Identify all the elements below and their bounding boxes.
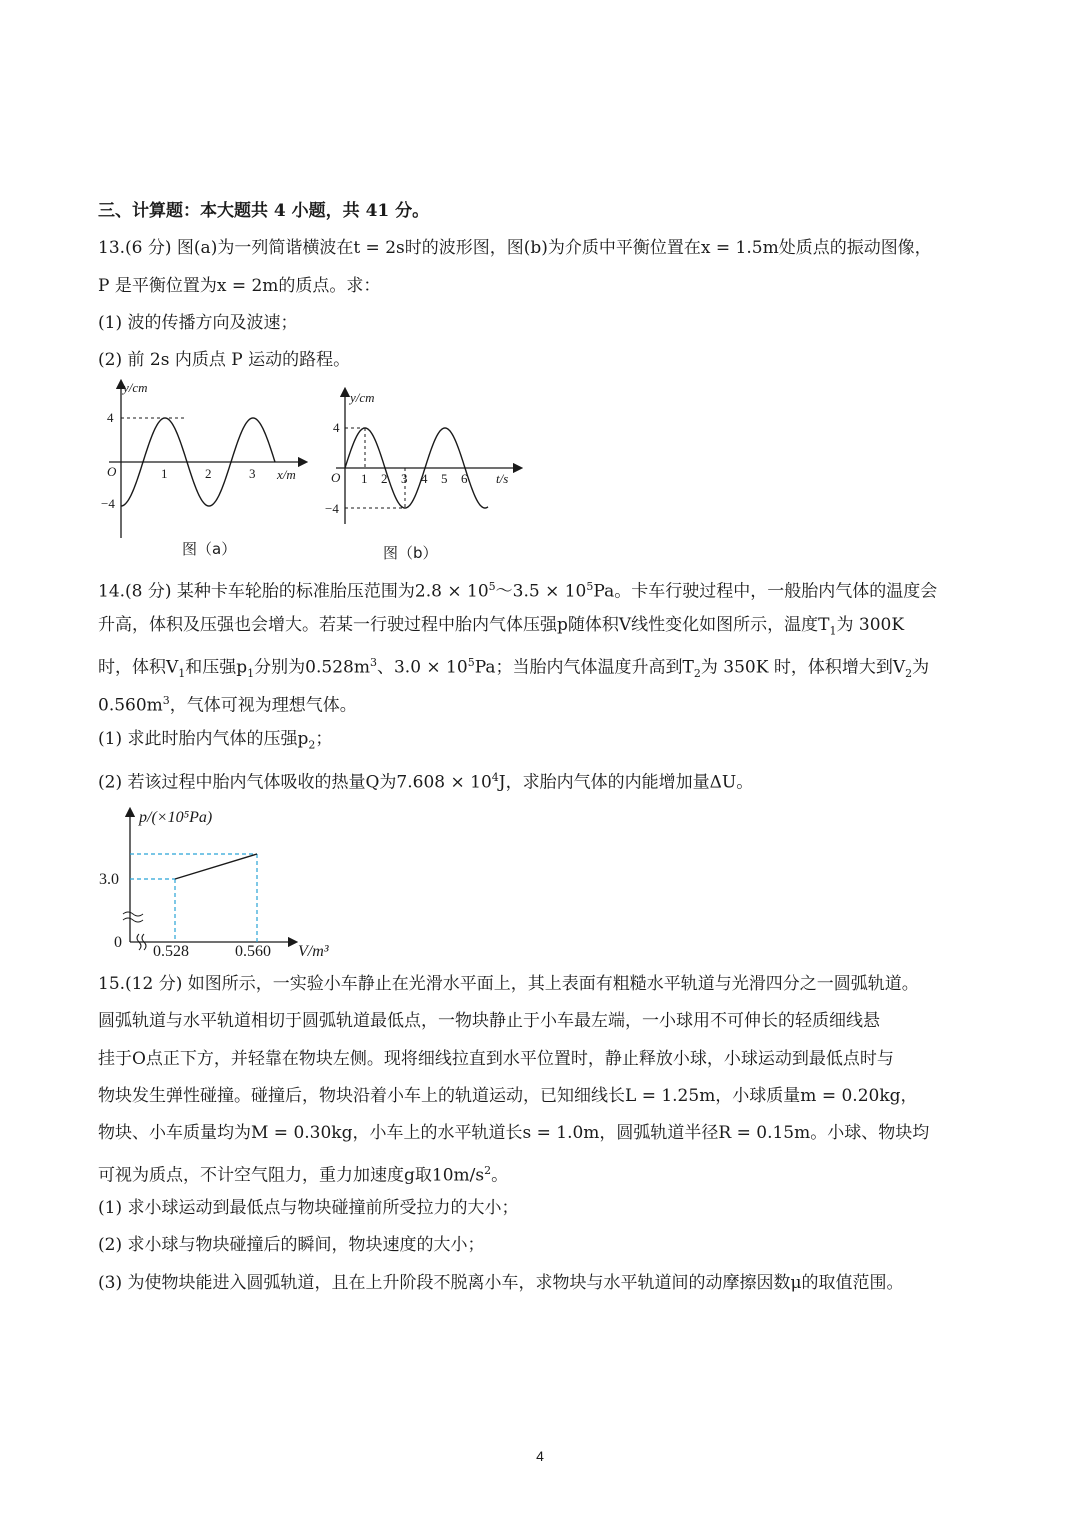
origin-label: O	[107, 464, 117, 479]
x-tick-1: 1	[161, 466, 168, 481]
y-axis-label: y/cm	[350, 390, 375, 405]
v-tick-0-560: 0.560	[235, 943, 271, 960]
t-axis-label: t/s	[496, 471, 509, 486]
q14-line-3: 时，体积$V_1$和压强$p_1$分别为$0.528m^3$、$3.0 \times 10^5Pa$；当胎内气体温度升高到$T_2$为 350K 时，体积增大到$V_2$为	[98, 656, 930, 681]
q14-line-2: 升高，体积及压强也会增大。若某一行驶过程中胎内气体压强p随体积V线性变化如图所示，温度$T_1$为 300K	[98, 615, 905, 638]
v-tick-0-528: 0.528	[153, 943, 189, 960]
p-tick-3-0: 3.0	[99, 871, 119, 888]
q15-line-4: 物块发生弹性碰撞。碰撞后，物块沿着小车上的轨道运动，已知细线长L = 1.25m，小球质量m = 0.20kg，	[98, 1086, 918, 1106]
page-number: 4	[536, 1448, 544, 1464]
q14-line-1: 14.(8 分) 某种卡车轮胎的标准胎压范围为$2.8 \times 10^5\sim 3.5 \times 10^5Pa$。卡车行驶过程中，一般胎内气体的温度会	[98, 580, 938, 602]
v-axis-label: V/m³	[298, 943, 329, 960]
origin-label: 0	[114, 934, 122, 951]
q13-line-1: 13.(6 分) 图(a)为一列简谐横波在t = 2s时的波形图，图(b)为介质中平衡位置在x = 1.5m处质点的振动图像，	[98, 238, 932, 258]
q15-subquestion-3: (3) 为使物块能进入圆弧轨道，且在上升阶段不脱离小车，求物块与水平轨道间的动摩擦因数μ的取值范围。	[98, 1273, 904, 1293]
q15-subquestion-2: (2) 求小球与物块碰撞后的瞬间，物块速度的大小；	[98, 1235, 485, 1255]
q13-subquestion-1: (1) 波的传播方向及波速；	[98, 313, 298, 333]
q13-figure-b-caption: 图（b）	[383, 544, 438, 562]
q13-figure-b	[318, 386, 528, 530]
pv-line	[175, 854, 257, 879]
q14-line-4: $0.560m^3$，气体可视为理想气体。	[98, 694, 357, 716]
q13-subquestion-2: (2) 前 2s 内质点 P 运动的路程。	[98, 350, 351, 370]
q13-line-2: P 是平衡位置为x = 2m的质点。求：	[98, 276, 381, 296]
x-tick-3: 3	[249, 466, 256, 481]
y-tick-pos: 4	[333, 420, 340, 435]
y-axis-label: y/cm	[123, 380, 148, 395]
t-tick-5: 5	[441, 471, 448, 486]
p-axis-label: p/(×10⁵Pa)	[139, 809, 213, 826]
x-axis-label: x/m	[277, 467, 296, 482]
t-tick-6: 6	[461, 471, 468, 486]
t-tick-2: 2	[381, 471, 388, 486]
x-tick-2: 2	[205, 466, 212, 481]
t-tick-1: 1	[361, 471, 368, 486]
q13-figure-a-caption: 图（a）	[182, 540, 237, 558]
q15-line-3: 挂于O点正下方，并轻靠在物块左侧。现将细线拉直到水平位置时，静止释放小球，小球运动到最低点时与	[98, 1049, 894, 1069]
section-heading: 三、计算题：本大题共 4 小题，共 41 分。	[98, 201, 430, 221]
q15-subquestion-1: (1) 求小球运动到最低点与物块碰撞前所受拉力的大小；	[98, 1198, 519, 1218]
q15-line-5: 物块、小车质量均为M = 0.30kg，小车上的水平轨道长s = 1.0m，圆弧轨道半径R = 0.15m。小球、物块均	[98, 1123, 930, 1143]
y-tick-pos: 4	[107, 410, 114, 425]
q15-line-6: 可视为质点，不计空气阻力，重力加速度g取$10m/s^2$。	[98, 1164, 509, 1186]
q14-subquestion-1: (1) 求此时胎内气体的压强$p_2$；	[98, 729, 333, 752]
origin-label: O	[331, 470, 341, 485]
q14-pv-figure	[95, 800, 345, 969]
q15-line-2: 圆弧轨道与水平轨道相切于圆弧轨道最低点，一物块静止于小车最左端，一小球用不可伸长的轻质细线悬	[98, 1011, 880, 1031]
q14-subquestion-2: (2) 若该过程中胎内气体吸收的热量Q为$7.608 \times 10^4J$，求胎内气体的内能增加量ΔU。	[98, 771, 754, 793]
t-tick-4: 4	[421, 471, 428, 486]
q15-line-1: 15.(12 分) 如图所示，一实验小车静止在光滑水平面上，其上表面有粗糙水平轨道与光滑四分之一圆弧轨道。	[98, 974, 919, 994]
y-tick-neg: −4	[325, 501, 339, 516]
t-tick-3: 3	[401, 471, 408, 486]
q13-figure-a	[95, 378, 315, 542]
y-tick-neg: −4	[101, 496, 115, 511]
